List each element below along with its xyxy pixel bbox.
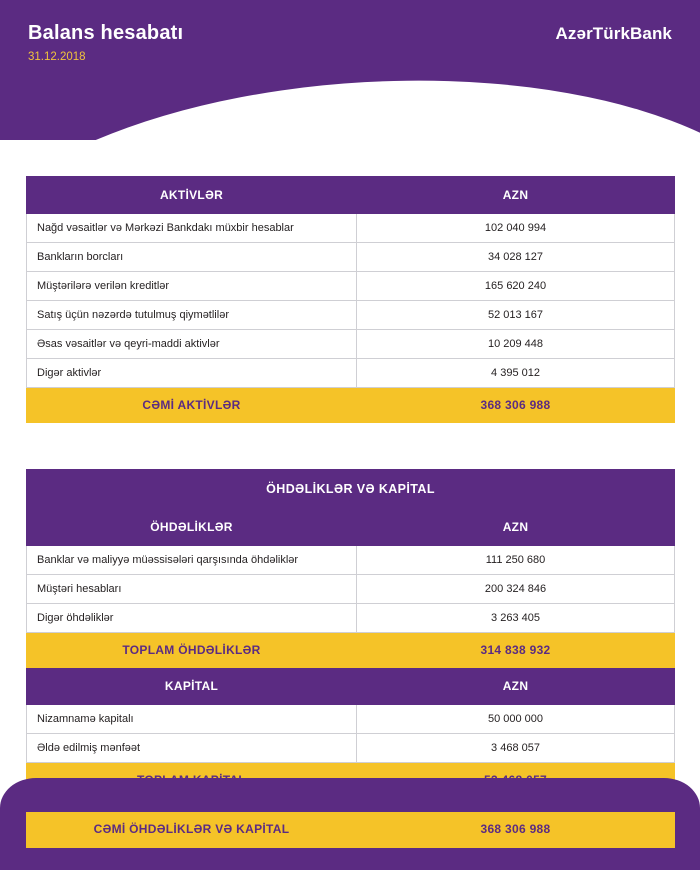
report-content [0,140,700,798]
liabilities-total-row [27,633,675,668]
liabilities-currency-header: AZN [357,509,675,546]
grand-total-label: CƏMİ ÖHDƏLİKLƏR VƏ KAPİTAL [27,811,357,848]
table-row [27,546,675,575]
row-value: 3 263 405 [357,604,675,633]
page-header [0,0,700,140]
row-value: 102 040 994 [357,214,675,243]
title-block [28,22,183,63]
row-value: 165 620 240 [357,272,675,301]
footer-curve-decoration [0,778,700,812]
page-footer [0,778,700,870]
row-value: 50 000 000 [357,705,675,734]
table-row [27,214,675,243]
liabilities-column-header: ÖHDƏLİKLƏR [27,509,357,546]
table-row [27,705,675,734]
page-title: Balans hesabatı [28,22,184,44]
row-value: 200 324 846 [357,575,675,604]
table-row [27,359,675,388]
report-date: 31.12.2018 [28,51,86,63]
assets-total-value: 368 306 988 [357,388,675,423]
grand-total-row [27,811,675,848]
capital-currency-header: AZN [357,668,675,705]
table-row [27,575,675,604]
row-label: Satış üçün nəzərdə tutulmuş qiymətlilər [27,301,357,330]
row-label: Digər aktivlər [27,359,357,388]
liabilities-section-header-row [27,470,675,509]
table-row [27,301,675,330]
liabilities-section-header: ÖHDƏLİKLƏR VƏ KAPİTAL [27,470,675,509]
row-label: Əsas vəsaitlər və qeyri-maddi aktivlər [27,330,357,359]
table-row [27,330,675,359]
table-row [27,243,675,272]
assets-total-row [27,388,675,423]
capital-table-header-row [27,668,675,705]
table-row [27,604,675,633]
table-row [27,272,675,301]
assets-total-label: CƏMİ AKTİVLƏR [27,388,357,423]
row-label: Nağd vəsaitlər və Mərkəzi Bankdakı müxbir hesablar [27,214,357,243]
row-value: 52 013 167 [357,301,675,330]
row-label: Digər öhdəliklər [27,604,357,633]
row-label: Banklar və maliyyə müəssisələri qarşısında öhdəliklər [27,546,357,575]
row-label: Nizamnamə kapitalı [27,705,357,734]
liabilities-total-value: 314 838 932 [357,633,675,668]
row-value: 4 395 012 [357,359,675,388]
row-value: 10 209 448 [357,330,675,359]
assets-column-header: AKTİVLƏR [27,177,357,214]
row-label: Müştərilərə verilən kreditlər [27,272,357,301]
row-label: Əldə edilmiş mənfəət [27,734,357,763]
header-curve-decoration [0,58,700,140]
row-label: Müştəri hesabları [27,575,357,604]
assets-table-header-row [27,177,675,214]
grand-total-value: 368 306 988 [357,811,675,848]
liabilities-table-header-row [27,509,675,546]
row-label: Bankların borcları [27,243,357,272]
liabilities-capital-table [26,469,675,798]
bank-logo: AzərTürkBank [555,24,672,43]
assets-table [26,176,675,423]
table-row [27,734,675,763]
row-value: 34 028 127 [357,243,675,272]
row-value: 111 250 680 [357,546,675,575]
assets-currency-header: AZN [357,177,675,214]
liabilities-total-label: TOPLAM ÖHDƏLİKLƏR [27,633,357,668]
capital-column-header: KAPİTAL [27,668,357,705]
grand-total-table [26,810,675,848]
row-value: 3 468 057 [357,734,675,763]
